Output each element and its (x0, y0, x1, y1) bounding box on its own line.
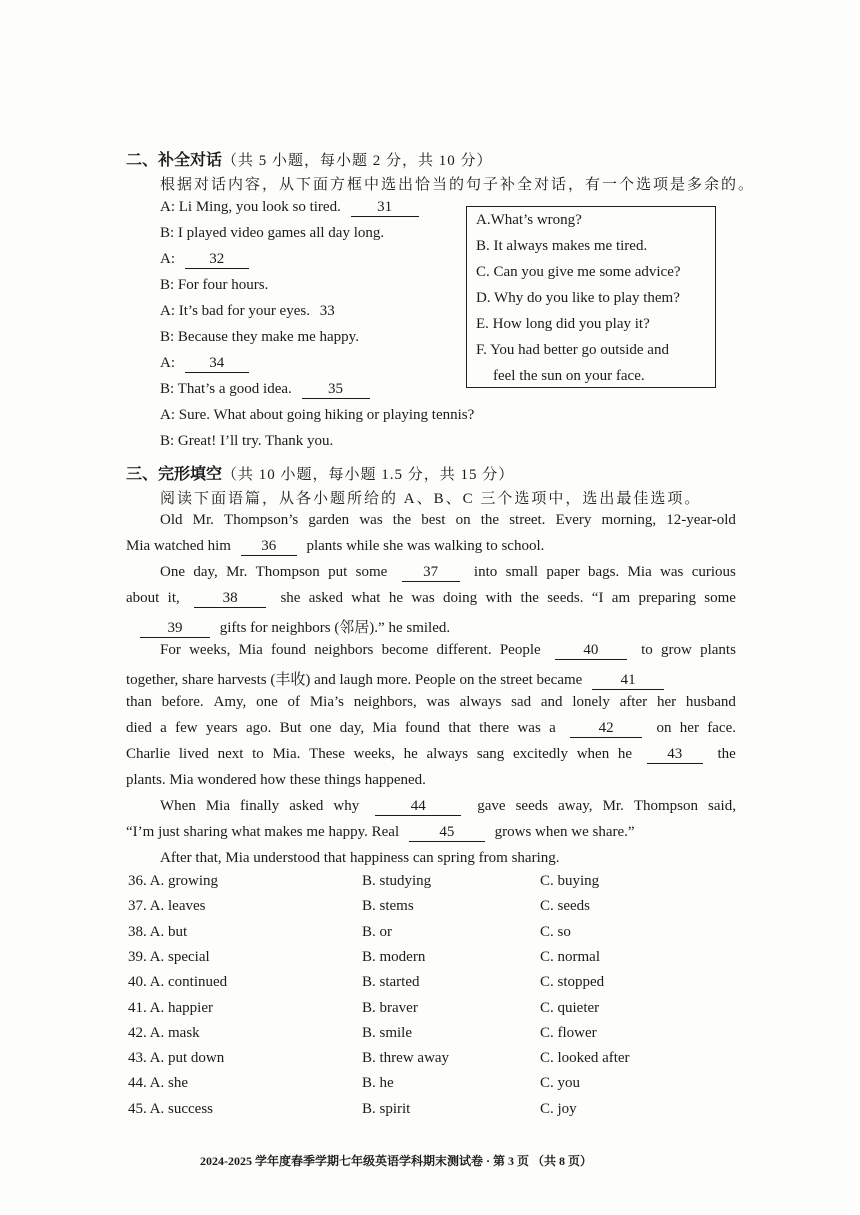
passage-word: one (256, 694, 278, 710)
passage-line (126, 694, 736, 711)
passage-word: lived (178, 746, 209, 762)
passage-word: years (205, 720, 238, 736)
option-a: 37. A. leaves (128, 898, 206, 915)
option-a: 45. A. success (128, 1100, 213, 1117)
passage-word: always (426, 746, 469, 762)
passage-word: small (505, 564, 539, 580)
passage-word: seeds (515, 798, 549, 814)
passage-word: after (619, 694, 648, 710)
option-c: C. buying (540, 873, 600, 889)
option-b: B. stems (362, 898, 414, 915)
passage-word: was (517, 720, 541, 736)
answer-blank: 42 (570, 720, 642, 738)
passage-word: husband (685, 694, 736, 710)
passage-line (126, 538, 544, 556)
answer-blank: 39 (140, 620, 210, 638)
passage-word: it, (167, 590, 180, 606)
passage-word: asked (308, 590, 343, 606)
option-c: C. normal (540, 948, 600, 965)
passage-word: Mia (238, 642, 263, 658)
passage-word: “I (591, 590, 604, 606)
passage-word: gave (477, 798, 506, 814)
option-a: 36. A. growing (128, 873, 218, 889)
option-b: B. he (362, 1075, 394, 1092)
passage-word: was (411, 590, 435, 606)
passage-word: grow (661, 642, 692, 658)
answer-blank: 35 (302, 381, 370, 399)
passage-word: on (455, 512, 471, 528)
option-b: B. smile (362, 1024, 413, 1041)
passage-word: on (656, 720, 672, 736)
passage-line (126, 746, 736, 764)
section2-heading (126, 147, 493, 170)
dialogue-text: B: Because they make me happy. (160, 329, 359, 345)
passage-word: a (549, 720, 556, 736)
passage-word: there (479, 720, 510, 736)
passage-word: ago. (245, 720, 272, 736)
dialogue-line (160, 199, 419, 217)
passage-word: paper (546, 564, 580, 580)
dialogue-line (160, 277, 268, 294)
answer-blank: 43 (647, 746, 703, 764)
passage-line (134, 616, 450, 638)
passage-word: Mia (205, 798, 231, 814)
option-c: C. seeds (540, 898, 590, 915)
option-a: 38. A. but (128, 923, 188, 940)
passage-line (160, 512, 736, 529)
option-a: 39. A. special (128, 948, 210, 965)
option-b: B. started (362, 974, 420, 991)
dialogue-text: A: Li Ming, you look so tired. (160, 199, 345, 215)
passage-word: sang (476, 746, 505, 762)
passage-line (160, 642, 736, 660)
dialogue-text: B: I played video games all day long. (160, 225, 385, 241)
passage-word: the (480, 512, 500, 528)
option-item: F. You had better go outside and (476, 342, 669, 358)
option-c: C. so (540, 923, 571, 940)
passage-word: into (473, 564, 498, 580)
option-b: B. braver (362, 999, 418, 1016)
option-c: C. stopped (540, 974, 605, 991)
passage-word: he (617, 746, 633, 762)
passage-word: weeks, (189, 642, 231, 658)
passage-word: the (520, 590, 539, 606)
section3-instruction: 阅读下面语篇，从各小题所给的 A、B、C 三个选项中，选出最佳选项。 (160, 491, 702, 507)
passage-word: he (403, 746, 418, 762)
passage-word: her (679, 720, 699, 736)
passage-word: some (704, 590, 736, 606)
passage-word: a (160, 720, 167, 736)
passage-word: her (656, 694, 677, 710)
passage-word: Thompson (255, 564, 320, 580)
option-a: 41. A. happier (128, 999, 213, 1016)
option-b: B. studying (362, 873, 432, 889)
passage-word: Mia’s (309, 694, 344, 710)
option-item: B. It always makes me tired. (476, 238, 648, 254)
passage-word: am (611, 590, 631, 606)
passage-word: was (426, 694, 450, 710)
passage-word: when (576, 746, 610, 762)
dialogue-text: A: It’s bad for your eyes. (160, 303, 314, 319)
option-b: B. modern (362, 948, 426, 965)
passage-word: some (355, 564, 388, 580)
passage-word: sad (511, 694, 532, 710)
passage-word: Thompson (633, 798, 699, 814)
passage-word: found (270, 642, 306, 658)
dialogue-text: A: (160, 355, 179, 371)
passage-word: plants (700, 642, 736, 658)
answer-blank: 36 (241, 538, 297, 556)
passage-word: Mr. (602, 798, 624, 814)
passage-word: neighbors (314, 642, 374, 658)
passage-word: finally (240, 798, 280, 814)
passage-word: to (252, 746, 264, 762)
passage-word: than (126, 694, 152, 710)
passage-word: garden (308, 512, 350, 528)
passage-text: Mia watched him (126, 538, 235, 554)
passage-word: she (280, 590, 301, 606)
option-item: A.What’s wrong? (476, 212, 582, 228)
passage-word: that (448, 720, 471, 736)
passage-word: found (405, 720, 440, 736)
passage-word: next (217, 746, 244, 762)
passage-word: Mia (627, 564, 652, 580)
option-b: B. or (362, 923, 392, 940)
passage-word: died (126, 720, 152, 736)
passage-word: what (351, 590, 381, 606)
passage-word: Thompson’s (224, 512, 299, 528)
option-item: E. How long did you play it? (476, 316, 650, 332)
passage-word: Mr. (226, 564, 248, 580)
passage-word: the (717, 746, 736, 762)
passage-word: about (126, 590, 160, 606)
passage-text: “I’m just sharing what makes me happy. Real (126, 824, 403, 840)
passage-word: to (641, 642, 653, 658)
passage-word: Charlie (126, 746, 171, 762)
passage-line (126, 720, 736, 738)
answer-blank: 38 (194, 590, 266, 608)
passage-line (160, 564, 736, 582)
option-a: 43. A. put down (128, 1050, 225, 1067)
passage-word: of (287, 694, 301, 710)
passage-text: After that, Mia understood that happiness can spring from sharing. (160, 850, 560, 866)
passage-word: street. (509, 512, 546, 528)
page-footer: 2024-2025 学年度春季学期七年级英语学科期末测试卷 · 第 3 页 （共 8 页） (200, 1154, 593, 1168)
option-a: 44. A. she (128, 1075, 188, 1092)
dialogue-text: B: Great! I’ll try. Thank you. (160, 433, 334, 449)
passage-word: best (421, 512, 446, 528)
passage-word: different. (436, 642, 492, 658)
passage-word: always (459, 694, 502, 710)
section3-heading (126, 461, 514, 484)
option-a: 40. A. continued (128, 974, 228, 991)
answer-blank: 40 (555, 642, 627, 660)
answer-blank: 44 (375, 798, 461, 816)
passage-word: said, (708, 798, 736, 814)
passage-word: doing (443, 590, 478, 606)
passage-word: When (160, 798, 196, 814)
passage-text: grows when we share.” (490, 824, 635, 840)
passage-word: was (660, 564, 684, 580)
passage-word: Old (160, 512, 183, 528)
passage-line (126, 668, 670, 690)
answer-blank: 34 (185, 355, 249, 373)
passage-word: Mr. (192, 512, 214, 528)
dialogue-line (160, 225, 384, 242)
option-b: B. spirit (362, 1100, 411, 1117)
section2-title: 二、补全对话 (126, 152, 223, 169)
dialogue-line (160, 381, 370, 399)
passage-word: day, (193, 564, 218, 580)
passage-word: One (160, 564, 185, 580)
passage-text: together, share harvests (丰收) and laugh more. People on the street became (126, 672, 587, 688)
passage-word: morning, (601, 512, 657, 528)
dialogue-line (160, 407, 474, 424)
dialogue-line (160, 355, 249, 373)
section3-title: 三、完形填空 (126, 466, 223, 483)
passage-word: was (359, 512, 383, 528)
option-c: C. joy (540, 1100, 577, 1117)
passage-word: Amy, (213, 694, 247, 710)
section2-instruction: 根据对话内容，从下面方框中选出恰当的句子补全对话，有一个选项是多余的。 (160, 177, 756, 193)
passage-word: put (328, 564, 348, 580)
passage-word: before. (161, 694, 204, 710)
passage-word: few (175, 720, 198, 736)
passage-word: with (485, 590, 513, 606)
option-item: D. Why do you like to play them? (476, 290, 680, 306)
option-c: C. flower (540, 1024, 597, 1041)
passage-line (126, 824, 635, 842)
dialogue-text: A: (160, 251, 179, 267)
passage-word: neighbors, (353, 694, 417, 710)
section2-note: （共 5 小题，每小题 2 分，共 10 分） (222, 153, 493, 169)
option-a: 42. A. mask (128, 1024, 200, 1041)
passage-word: preparing (638, 590, 696, 606)
passage-word: day, (339, 720, 365, 736)
passage-word: asked (289, 798, 324, 814)
passage-word: face. (707, 720, 736, 736)
dialogue-line (160, 251, 249, 269)
passage-word: Every (555, 512, 592, 528)
dialogue-line (160, 329, 359, 346)
passage-line (126, 772, 426, 789)
option-c: C. looked after (540, 1050, 630, 1067)
passage-word: and (540, 694, 563, 710)
answer-blank: 32 (185, 251, 249, 269)
answer-blank: 45 (409, 824, 485, 842)
passage-word: weeks, (353, 746, 395, 762)
passage-word: away, (558, 798, 593, 814)
passage-line (160, 850, 560, 867)
option-c: C. quieter (540, 999, 600, 1016)
dialogue-text: B: For four hours. (160, 277, 269, 293)
passage-line (160, 798, 736, 816)
passage-word: But (279, 720, 302, 736)
dialogue-line: A: It’s bad for your eyes. 33 (160, 303, 335, 319)
passage-word: one (309, 720, 332, 736)
answer-blank: 37 (402, 564, 460, 582)
option-c: C. you (540, 1075, 581, 1092)
option-b: B. threw away (362, 1050, 450, 1067)
passage-word: he (388, 590, 403, 606)
passage-word: Mia (372, 720, 397, 736)
passage-word: lonely (572, 694, 610, 710)
section3-note: （共 10 小题，每小题 1.5 分，共 15 分） (222, 467, 515, 483)
passage-text: plants while she was walking to school. (302, 538, 545, 554)
dialogue-text: A: Sure. What about going hiking or playing tennis? (160, 407, 475, 423)
passage-word: seeds. (547, 590, 584, 606)
answer-blank: 31 (351, 199, 419, 217)
passage-word: These (309, 746, 345, 762)
passage-text: plants. Mia wondered how these things happened. (126, 772, 426, 788)
passage-word: People (499, 642, 541, 658)
passage-word: excitedly (513, 746, 568, 762)
option-item: C. Can you give me some advice? (476, 264, 681, 280)
passage-word: 12-year-old (666, 512, 736, 528)
passage-word: bags. (588, 564, 620, 580)
options-box (466, 206, 716, 388)
passage-word: why (333, 798, 360, 814)
passage-text: gifts for neighbors (邻居).” he smiled. (216, 620, 451, 636)
passage-word: the (392, 512, 412, 528)
dialogue-text: B: That’s a good idea. (160, 381, 296, 397)
passage-word: For (160, 642, 181, 658)
passage-word: Mia. (272, 746, 301, 762)
passage-word: become (381, 642, 429, 658)
option-item: feel the sun on your face. (493, 368, 645, 384)
answer-blank: 41 (592, 672, 664, 690)
passage-word: curious (691, 564, 736, 580)
dialogue-line (160, 433, 333, 450)
passage-line (126, 590, 736, 608)
